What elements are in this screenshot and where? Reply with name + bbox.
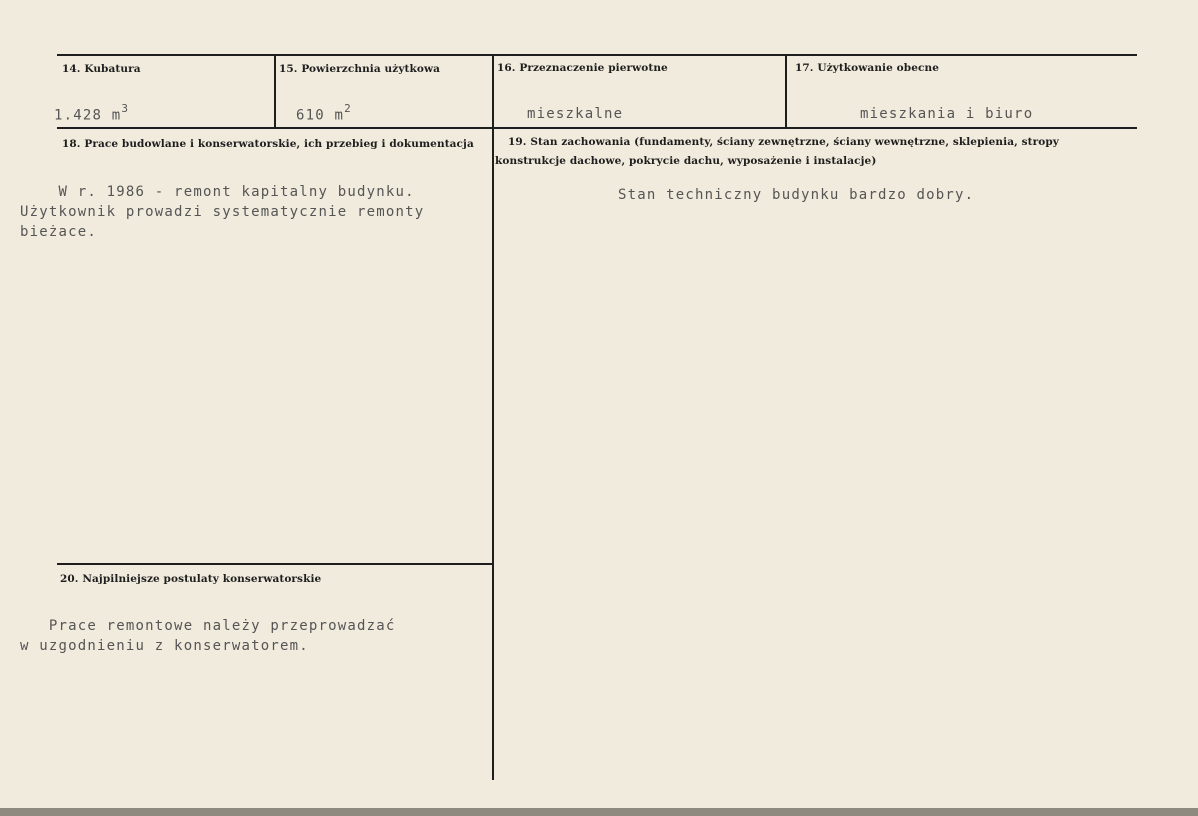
field19-label-line2: konstrukcje dachowe, pokrycie dachu, wyposażenie i instalacje) [495, 155, 877, 167]
field15-value: 610 $m^2$ [296, 102, 352, 124]
field20-label: 20. Najpilniejsze postulaty konserwatorskie [60, 573, 322, 585]
field18-text: W r. 1986 - remont kapitalny budynku. Użytkownik prowadzi systematycznie remonty bieżace. [20, 184, 425, 240]
main-vertical-divider [492, 128, 494, 780]
field17-label: 17. Użytkowanie obecne [795, 62, 940, 74]
field16-value: mieszkalne [527, 106, 624, 122]
top-rule [57, 54, 1137, 56]
field14-value: 1.428 $m^3$ [54, 102, 130, 124]
divider-16-17 [785, 55, 787, 129]
field16-label: 16. Przeznaczenie pierwotne [497, 62, 668, 74]
field20-top-rule [57, 563, 492, 565]
field20-text: Prace remontowe należy przeprowadzać w uzgodnieniu z konserwatorem. [20, 618, 396, 654]
field18-label: 18. Prace budowlane i konserwatorskie, ich przebieg i dokumentacja [62, 138, 474, 150]
field17-value: mieszkania i biuro [860, 106, 1034, 122]
paper-bottom-edge [0, 808, 1198, 816]
field15-label: 15. Powierzchnia użytkowa [279, 63, 441, 75]
unit-exponent: 3 [121, 102, 130, 115]
field19-value: Stan techniczny budynku bardzo dobry. [618, 187, 975, 203]
row1-bottom-rule [57, 127, 1137, 129]
unit-exponent: 2 [344, 102, 352, 115]
divider-14-15 [274, 55, 276, 129]
field19-label-line1: 19. Stan zachowania (fundamenty, ściany zewnętrzne, ściany wewnętrzne, sklepienia, stropy [508, 136, 1059, 148]
field14-label: 14. Kubatura [62, 63, 141, 75]
divider-15-16 [492, 55, 494, 129]
